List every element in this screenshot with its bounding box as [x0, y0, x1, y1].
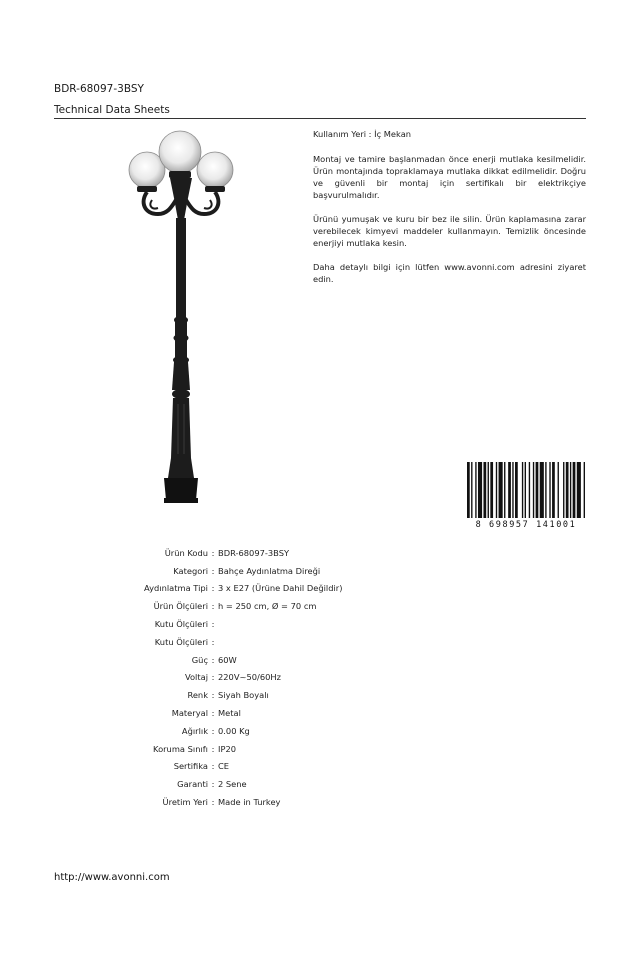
spec-row: [90, 793, 450, 811]
spec-label: Aydınlatma Tipi: [144, 583, 208, 594]
spec-separator: :: [211, 725, 215, 736]
spec-row: [90, 704, 450, 722]
document-subtitle: Technical Data Sheets: [54, 104, 170, 116]
barcode-bar: [471, 462, 472, 518]
barcode: [466, 462, 586, 532]
spec-label: Ürün Ölçüleri: [153, 601, 208, 612]
barcode-bar: [566, 462, 569, 518]
spec-value: CE: [218, 761, 230, 772]
spec-table: [90, 544, 450, 811]
spec-value: 220V~50/60Hz: [218, 672, 281, 683]
header-divider: [54, 118, 586, 119]
barcode-bar: [540, 462, 544, 518]
spec-row: [90, 651, 450, 669]
spec-label: Kategori: [173, 565, 208, 576]
spec-label: Üretim Yeri: [162, 797, 208, 808]
spec-label: Renk: [187, 690, 208, 701]
spec-value: 60W: [218, 654, 237, 665]
barcode-digits: 8 698957 141001: [475, 520, 577, 530]
barcode-bar: [499, 462, 503, 518]
barcode-bar: [496, 462, 497, 518]
barcode-bar: [525, 462, 526, 518]
spec-value: Metal: [218, 708, 241, 719]
spec-value: 2 Sene: [218, 779, 247, 790]
spec-separator: :: [211, 601, 215, 612]
spec-value: 3 x E27 (Ürüne Dahil Değildir): [218, 583, 343, 594]
barcode-bar: [570, 462, 571, 518]
spec-row: [90, 722, 450, 740]
spec-separator: :: [211, 636, 215, 647]
lamp-post-image: [118, 128, 244, 508]
spec-value: IP20: [218, 743, 237, 754]
spec-value: 0.00 Kg: [218, 725, 250, 736]
usage-location: Kullanım Yeri : İç Mekan: [313, 129, 412, 139]
barcode-bar: [533, 462, 534, 518]
spec-label: Kutu Ölçüleri: [154, 636, 208, 647]
spec-separator: :: [211, 654, 215, 665]
barcode-bar: [478, 462, 482, 518]
spec-separator: :: [211, 672, 215, 683]
barcode-bar: [504, 462, 505, 518]
barcode-bars: [466, 462, 586, 522]
barcode-bar: [515, 462, 518, 518]
spec-row: [90, 562, 450, 580]
spec-value: Bahçe Aydınlatma Direği: [218, 565, 321, 576]
spec-label: Koruma Sınıfı: [153, 743, 208, 754]
spec-row: [90, 633, 450, 651]
barcode-bar: [508, 462, 511, 518]
barcode-bar: [552, 462, 555, 518]
document-header: [54, 82, 586, 117]
barcode-bar: [467, 462, 470, 518]
spec-value: h = 250 cm, Ø = 70 cm: [218, 601, 317, 612]
spec-row: [90, 544, 450, 562]
cleaning-paragraph: Ürünü yumuşak ve kuru bir bez ile silin. Ürün kaplamasına zarar verebilecek kimyevi maddeler kullanmayın. Temizlik öncesinde enerjiyi mutlaka kesin.: [313, 214, 586, 248]
spec-row: [90, 758, 450, 776]
spec-label: Materyal: [171, 708, 208, 719]
spec-separator: :: [211, 547, 215, 558]
spec-value: Made in Turkey: [218, 797, 281, 808]
barcode-bar: [573, 462, 576, 518]
barcode-bar: [536, 462, 539, 518]
barcode-bar: [584, 462, 585, 518]
spec-label: Ağırlık: [181, 725, 208, 736]
safety-paragraph: Montaj ve tamire başlanmadan önce enerji mutlaka kesilmelidir. Ürün montajında topraklamaya mutlaka dikkat edilmelidir. Doğru ve güvenli bir montaj için sertifikalı bir elektrikçiye başvurulmalıdır.: [313, 154, 586, 200]
spec-separator: :: [211, 779, 215, 790]
spec-separator: :: [211, 583, 215, 594]
spec-separator: :: [211, 619, 215, 630]
spec-row: [90, 597, 450, 615]
spec-separator: :: [211, 708, 215, 719]
spec-label: Garanti: [177, 779, 208, 790]
barcode-bar: [545, 462, 546, 518]
website-paragraph: Daha detaylı bilgi için lütfen www.avonni.com adresini ziyaret edin.: [313, 262, 586, 284]
spec-value: Siyah Boyalı: [218, 690, 269, 701]
spec-label: Sertifika: [173, 761, 208, 772]
barcode-bar: [522, 462, 523, 518]
spec-row: [90, 740, 450, 758]
footer-url: http://www.avonni.com: [54, 872, 170, 883]
spec-row: [90, 686, 450, 704]
barcode-bar: [563, 462, 564, 518]
spec-label: Voltaj: [184, 672, 208, 683]
barcode-bar: [488, 462, 489, 518]
spec-value: BDR-68097-3BSY: [218, 547, 290, 558]
spec-separator: :: [211, 690, 215, 701]
barcode-bar: [490, 462, 493, 518]
spec-separator: :: [211, 797, 215, 808]
barcode-bar: [558, 462, 559, 518]
barcode-bar: [549, 462, 550, 518]
spec-row: [90, 580, 450, 598]
barcode-bar: [512, 462, 513, 518]
barcode-bar: [529, 462, 530, 518]
spec-separator: :: [211, 565, 215, 576]
barcode-bar: [483, 462, 486, 518]
product-code-title: BDR-68097-3BSY: [54, 83, 144, 95]
spec-row: [90, 615, 450, 633]
spec-separator: :: [211, 743, 215, 754]
spec-separator: :: [211, 761, 215, 772]
barcode-bar: [475, 462, 476, 518]
spec-label: Ürün Kodu: [164, 547, 208, 558]
info-text-block: [313, 128, 586, 297]
spec-label: Güç: [191, 654, 208, 665]
barcode-bar: [577, 462, 581, 518]
spec-row: [90, 669, 450, 687]
spec-label: Kutu Ölçüleri: [154, 619, 208, 630]
spec-row: [90, 775, 450, 793]
